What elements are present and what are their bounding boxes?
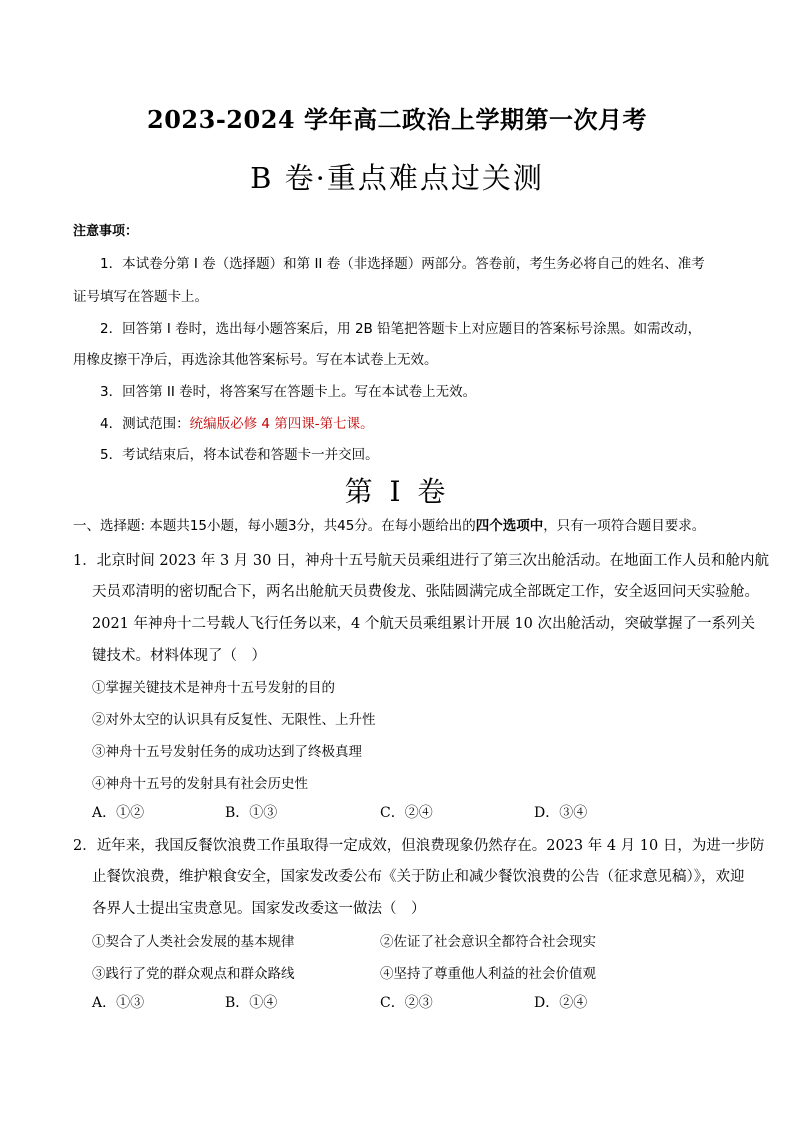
exam-title: 2023-2024 学年高二政治上学期第一次月考 [147,105,647,134]
notice-heading: 注意事项： [73,224,139,239]
question-2-option-d: D．②④ [534,995,588,1011]
notice-item-3: 3．回答第 II 卷时，将答案写在答题卡上。写在本试卷上无效。 [100,384,477,400]
notice-item-5: 5．考试结束后，将本试卷和答题卡一并交回。 [100,447,379,463]
question-2-line-3: 各界人士提出宝贵意见。国家发改委这一做法（ ） [92,901,426,917]
question-2-line-2: 止餐饮浪费，维护粮食安全，国家发改委公布《关于防止和减少餐饮浪费的公告（征求意见稿）》，欢迎 [92,869,745,885]
section-title: 第 I 卷 [344,475,450,508]
part-desc-prefix: 一、选择题: 本题共15小题，每小题3分，共45分。在每小题给出的 [73,518,476,534]
notice-scope-label: 4．测试范围： [100,416,190,432]
notice-scope-value: 统编版必修 4 第四课-第七课。 [189,416,374,432]
question-1-line-3: 2021 年神舟十二号载人飞行任务以来，4 个航天员乘组累计开展 10 次出舱活动，突破掌握了一系列关 [92,616,756,632]
notice-item-2-cont: 用橡皮擦干净后，再选涂其他答案标号。写在本试卷上无效。 [73,352,438,368]
notice-item-1: 1．本试卷分第 I 卷（选择题）和第 II 卷（非选择题）两部分。答卷前，考生务必将自己的姓名、准考 [100,256,705,272]
question-1-statement-2: ②对外太空的认识具有反复性、无限性、上升性 [92,712,376,728]
question-1-option-d: D．③④ [534,805,588,821]
question-2-line-1: 2．近年来，我国反餐饮浪费工作虽取得一定成效，但浪费现象仍然存在。2023 年 4 月 10 日，为进一步防 [73,838,765,854]
question-1-line-2: 天员邓清明的密切配合下，两名出舱航天员费俊龙、张陆圆满完成全部既定工作，安全返回问天实验舱。 [92,584,759,600]
question-2-statement-1: ①契合了人类社会发展的基本规律 [92,934,295,950]
question-1-statement-1: ①掌握关键技术是神舟十五号发射的目的 [92,680,335,696]
question-1-statement-3: ③神舟十五号发射任务的成功达到了终极真理 [92,744,362,760]
notice-item-2: 2．回答第 I 卷时，选出每小题答案后，用 2B 铅笔把答题卡上对应题目的答案标号涂黑。如需改动， [100,321,702,337]
part-desc-suffix: ，只有一项符合题目要求。 [543,518,706,534]
question-2-option-b: B．①④ [225,995,278,1011]
question-1-line-4: 键技术。材料体现了（ ） [92,648,266,664]
question-2-option-a: A．①③ [92,995,145,1011]
question-1-option-b: B．①③ [225,805,278,821]
question-1-option-a: A．①② [92,805,145,821]
question-2-option-c: C．②③ [380,995,433,1011]
question-2-statement-3: ③践行了党的群众观点和群众路线 [92,966,295,982]
notice-item-1-cont: 证号填写在答题卡上。 [73,289,208,305]
part-description [73,514,705,534]
question-2-statement-4: ④坚持了尊重他人利益的社会价值观 [380,966,596,982]
question-1-option-c: C．②④ [380,805,433,821]
exam-subtitle: B 卷·重点难点过关测 [250,161,544,195]
question-1-statement-4: ④神舟十五号的发射具有社会历史性 [92,776,308,792]
notice-item-4 [100,412,374,432]
part-desc-bold: 四个选项中 [475,518,544,534]
question-1-line-1: 1．北京时间 2023 年 3 月 30 日，神舟十五号航天员乘组进行了第三次出舱活动。在地面工作人员和舱内航 [73,553,769,569]
question-2-statement-2: ②佐证了社会意识全都符合社会现实 [380,934,596,950]
